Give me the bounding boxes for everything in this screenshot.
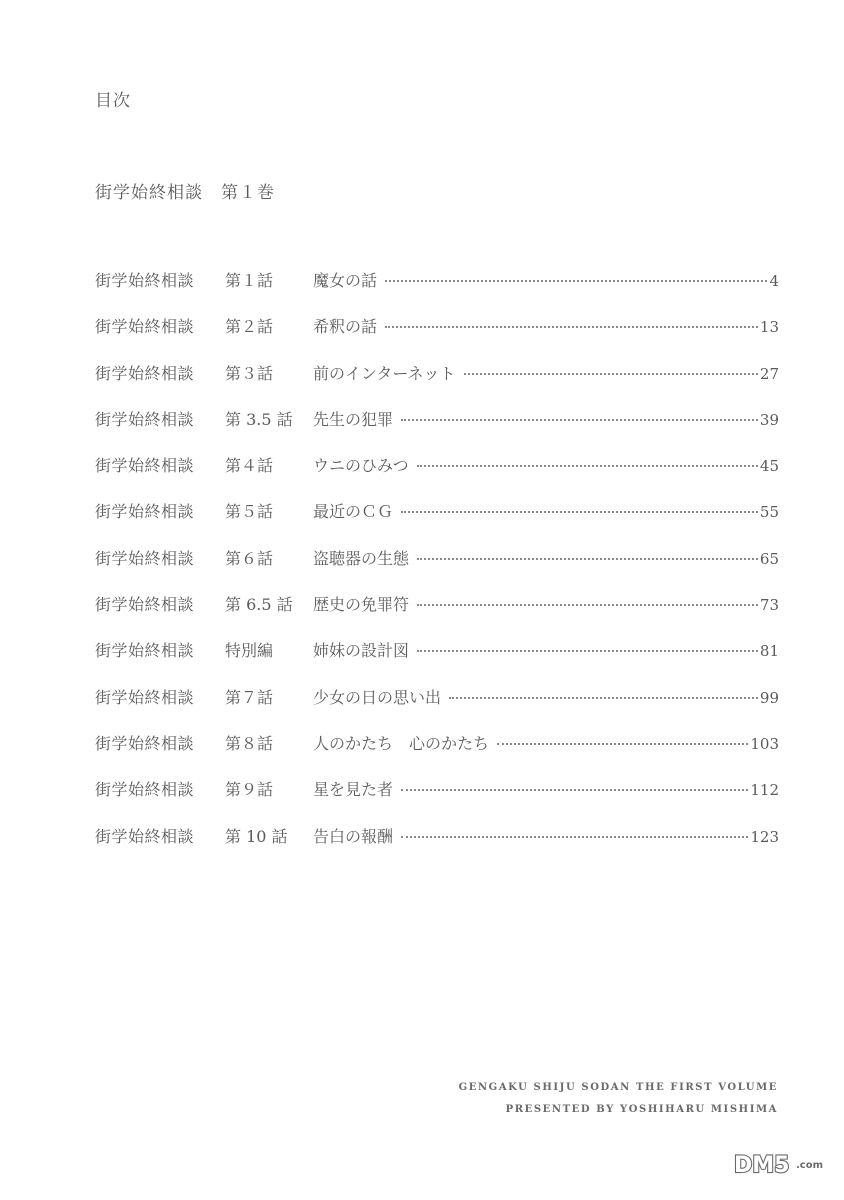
- toc-title: 希釈の話: [313, 317, 378, 337]
- toc-leader-dots: [417, 604, 758, 606]
- toc-series: 街学始終相談: [95, 409, 195, 429]
- toc-leader-dots: [401, 419, 758, 421]
- toc-title: 少女の日の思い出: [313, 687, 442, 707]
- toc-title: 人のかたち 心のかたち: [313, 733, 490, 753]
- toc-leader-dots: [497, 743, 748, 745]
- toc-episode: 第７話: [225, 687, 274, 707]
- toc-series: 街学始終相談: [95, 502, 195, 522]
- toc-entry[interactable]: [95, 685, 779, 731]
- toc-title: 告白の報酬: [313, 826, 394, 846]
- toc-page-number: 4: [769, 272, 779, 290]
- toc-episode: 第１話: [225, 271, 274, 290]
- toc-entry[interactable]: [95, 777, 779, 823]
- toc-entry[interactable]: [95, 453, 779, 499]
- watermark-logo-text: DM5: [734, 1153, 790, 1178]
- toc-episode: 第 6.5 話: [225, 595, 293, 615]
- toc-episode: 第６話: [225, 548, 274, 568]
- toc-series: 街学始終相談: [95, 317, 195, 337]
- watermark-suffix-text: .com: [796, 1160, 824, 1171]
- toc-series: 街学始終相談: [95, 826, 195, 846]
- toc-leader-dots: [449, 697, 758, 699]
- credits-volume-line: GENGAKU SHIJU SODAN THE FIRST VOLUME: [458, 1082, 778, 1093]
- toc-series: 街学始終相談: [95, 548, 195, 568]
- toc-episode: 第９話: [225, 780, 274, 800]
- page-heading: 目次: [95, 91, 131, 111]
- toc-title: 星を見た者: [313, 780, 394, 800]
- toc-leader-dots: [417, 650, 758, 652]
- toc-title: 魔女の話: [313, 271, 378, 290]
- credits: [459, 1077, 778, 1121]
- toc-page-number: 39: [759, 410, 779, 429]
- toc-episode: 第２話: [225, 317, 274, 337]
- toc-series: 街学始終相談: [95, 456, 195, 476]
- toc-series: 街学始終相談: [95, 363, 195, 383]
- toc-title: ウニのひみつ: [313, 456, 409, 476]
- toc-leader-dots: [417, 558, 758, 560]
- toc-leader-dots: [464, 373, 758, 375]
- toc-series: 街学始終相談: [95, 271, 195, 290]
- toc-leader-dots: [417, 465, 758, 467]
- toc-episode: 第 10 話: [225, 826, 288, 846]
- toc-page-number: 99: [759, 688, 779, 707]
- toc-entry[interactable]: [95, 361, 779, 407]
- toc-entry[interactable]: [95, 638, 779, 684]
- toc-entry[interactable]: [95, 546, 779, 592]
- toc-entry[interactable]: [95, 314, 779, 360]
- site-watermark-logo: [730, 1148, 830, 1184]
- toc-page-number: 45: [759, 457, 779, 476]
- toc-episode: 特別編: [225, 641, 274, 661]
- toc-entry[interactable]: [95, 268, 779, 314]
- toc-page-number: 123: [750, 827, 779, 846]
- toc-series: 街学始終相談: [95, 687, 195, 707]
- toc-page-number: 65: [759, 549, 779, 568]
- toc-page-number: 112: [750, 781, 779, 800]
- credits-author-line: PRESENTED BY YOSHIHARU MISHIMA: [505, 1104, 778, 1115]
- toc-episode: 第３話: [225, 363, 274, 383]
- toc-series: 街学始終相談: [95, 733, 195, 753]
- toc-title: 歴史の免罪符: [313, 595, 410, 615]
- volume-title: 街学始終相談 第１巻: [95, 183, 275, 203]
- toc-list: [95, 268, 779, 870]
- toc-page-number: 81: [759, 642, 779, 661]
- toc-episode: 第４話: [225, 456, 274, 476]
- toc-leader-dots: [401, 511, 758, 513]
- toc-leader-dots: [401, 836, 748, 838]
- toc-series: 街学始終相談: [95, 780, 195, 800]
- toc-series: 街学始終相談: [95, 641, 195, 661]
- toc-entry[interactable]: [95, 592, 779, 638]
- toc-page-number: 73: [759, 596, 779, 615]
- toc-episode: 第５話: [225, 502, 274, 522]
- toc-title: 前のインターネット: [313, 363, 456, 383]
- toc-leader-dots: [385, 280, 767, 282]
- toc-title: 先生の犯罪: [313, 409, 394, 429]
- toc-episode: 第 3.5 話: [225, 409, 293, 429]
- toc-entry[interactable]: [95, 407, 779, 453]
- toc-series: 街学始終相談: [95, 595, 195, 615]
- toc-entry[interactable]: [95, 731, 779, 777]
- toc-title: 姉妹の設計図: [313, 641, 410, 661]
- toc-page-number: 27: [759, 364, 779, 383]
- toc-title: 最近のＣＧ: [313, 502, 394, 522]
- toc-page-number: 55: [759, 503, 779, 522]
- toc-leader-dots: [401, 789, 748, 791]
- toc-page-number: 13: [759, 318, 779, 337]
- toc-leader-dots: [385, 326, 758, 328]
- toc-entry[interactable]: [95, 824, 779, 870]
- toc-episode: 第８話: [225, 733, 274, 753]
- toc-page-number: 103: [750, 734, 779, 753]
- toc-entry[interactable]: [95, 499, 779, 545]
- toc-title: 盗聴器の生態: [313, 548, 410, 568]
